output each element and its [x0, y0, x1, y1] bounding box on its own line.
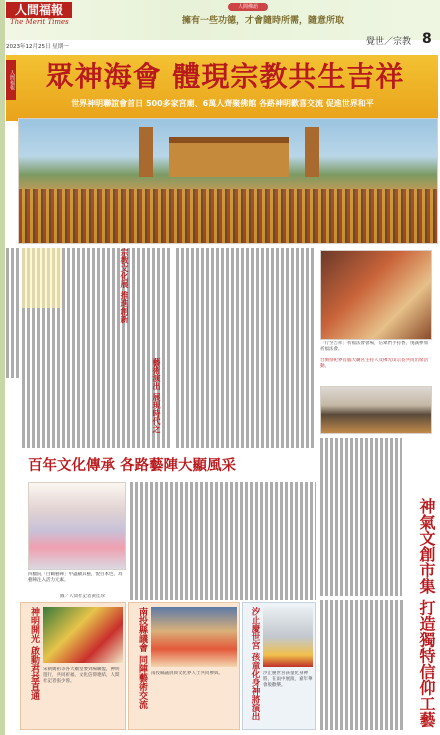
officials-photo-caption: 台灣祭祀界首腦大廟宮主持人及佛光山宗長共同出席活動。	[320, 358, 428, 369]
ritual-photo	[320, 250, 432, 340]
bottom-box-3	[242, 602, 316, 730]
culture-photo-credit: 圖／人間社記者黃佳珍	[60, 594, 105, 599]
temple-building	[169, 137, 289, 177]
left-side-logo: 人間福報	[6, 60, 16, 100]
logo-en: The Merit Times	[10, 18, 69, 26]
culture-photo-caption: 四臘院「白鶴藝陣」中盡顯其藝，悅目本色，為藝陣注入活力元素。	[28, 572, 123, 583]
crowd	[19, 189, 438, 244]
bottom-box-1-text: 宋朝媽祖等各大廟堂要到場聯盟，神明遊行，共同祈福，文化信仰連結，人間社記者張少蓉。	[43, 667, 120, 684]
market-article-body	[320, 600, 404, 730]
ritual-photo-caption: 「行至吉祥」祈福法會會場，信眾們手持香，虔誠參加祈福法會。	[320, 341, 428, 352]
bottom-box-3-text: 汐止慶世宮孩童化身神將，在雨中展演，嘉年華會般歡樂。	[263, 671, 313, 688]
left-yellow-note	[22, 248, 62, 308]
bottom-box-1-photo	[43, 607, 123, 663]
culture-article-body	[130, 482, 316, 600]
headline-title: 眾神海會 體現宗教共生吉祥	[45, 60, 405, 93]
bottom-box-2-title: 南投縣議會 同陣藝術交流	[137, 607, 147, 710]
bottom-box-3-title: 汐止慶世宮 孩童化身神將演出	[250, 607, 260, 721]
market-headline: 神氣文創市集 打造獨特信仰工藝	[417, 498, 436, 728]
officials-photo	[320, 386, 432, 434]
pagoda-left	[139, 127, 153, 177]
subhead-vertical-2: 藝術演出 展現時代之	[152, 358, 161, 433]
bottom-box-3-photo	[263, 607, 313, 667]
logo-cn: 人間福報	[6, 2, 72, 18]
bottom-box-1	[20, 602, 126, 730]
bottom-box-2-photo	[151, 607, 237, 667]
culture-photo	[28, 482, 126, 570]
pagoda-right	[305, 127, 319, 177]
culture-headline: 百年文化傳承 各路藝陣大顯風采	[28, 458, 237, 474]
bottom-box-2-text: 南投縣議員與文化界人士共同參與。	[151, 671, 223, 676]
page-number: 8	[422, 31, 432, 47]
section-label: 覺世／宗教	[366, 37, 412, 47]
bottom-box-2	[128, 602, 240, 730]
left-edge-strip	[0, 0, 5, 735]
right-article-body	[320, 438, 402, 596]
subhead-vertical-1: 宗教文化展 推進創新	[120, 248, 129, 323]
left-side-text	[6, 248, 20, 378]
hero-photo	[18, 118, 438, 244]
issue-date: 2023年12月25日 星期一	[6, 44, 69, 50]
bottom-box-1-title: 神明開光 啟動君益直通	[29, 607, 39, 701]
motto-badge: 人間佛語	[228, 3, 268, 11]
motto-text: 擁有一些功德，才會隨時所需，隨意所取	[181, 16, 344, 26]
headline-subtitle: 世界神明聯誼會首日 500多家宮廟、6萬人齊聚佛館 各路神明歡喜交流 促進世界和平	[71, 99, 374, 108]
middle-article-body	[176, 248, 316, 448]
